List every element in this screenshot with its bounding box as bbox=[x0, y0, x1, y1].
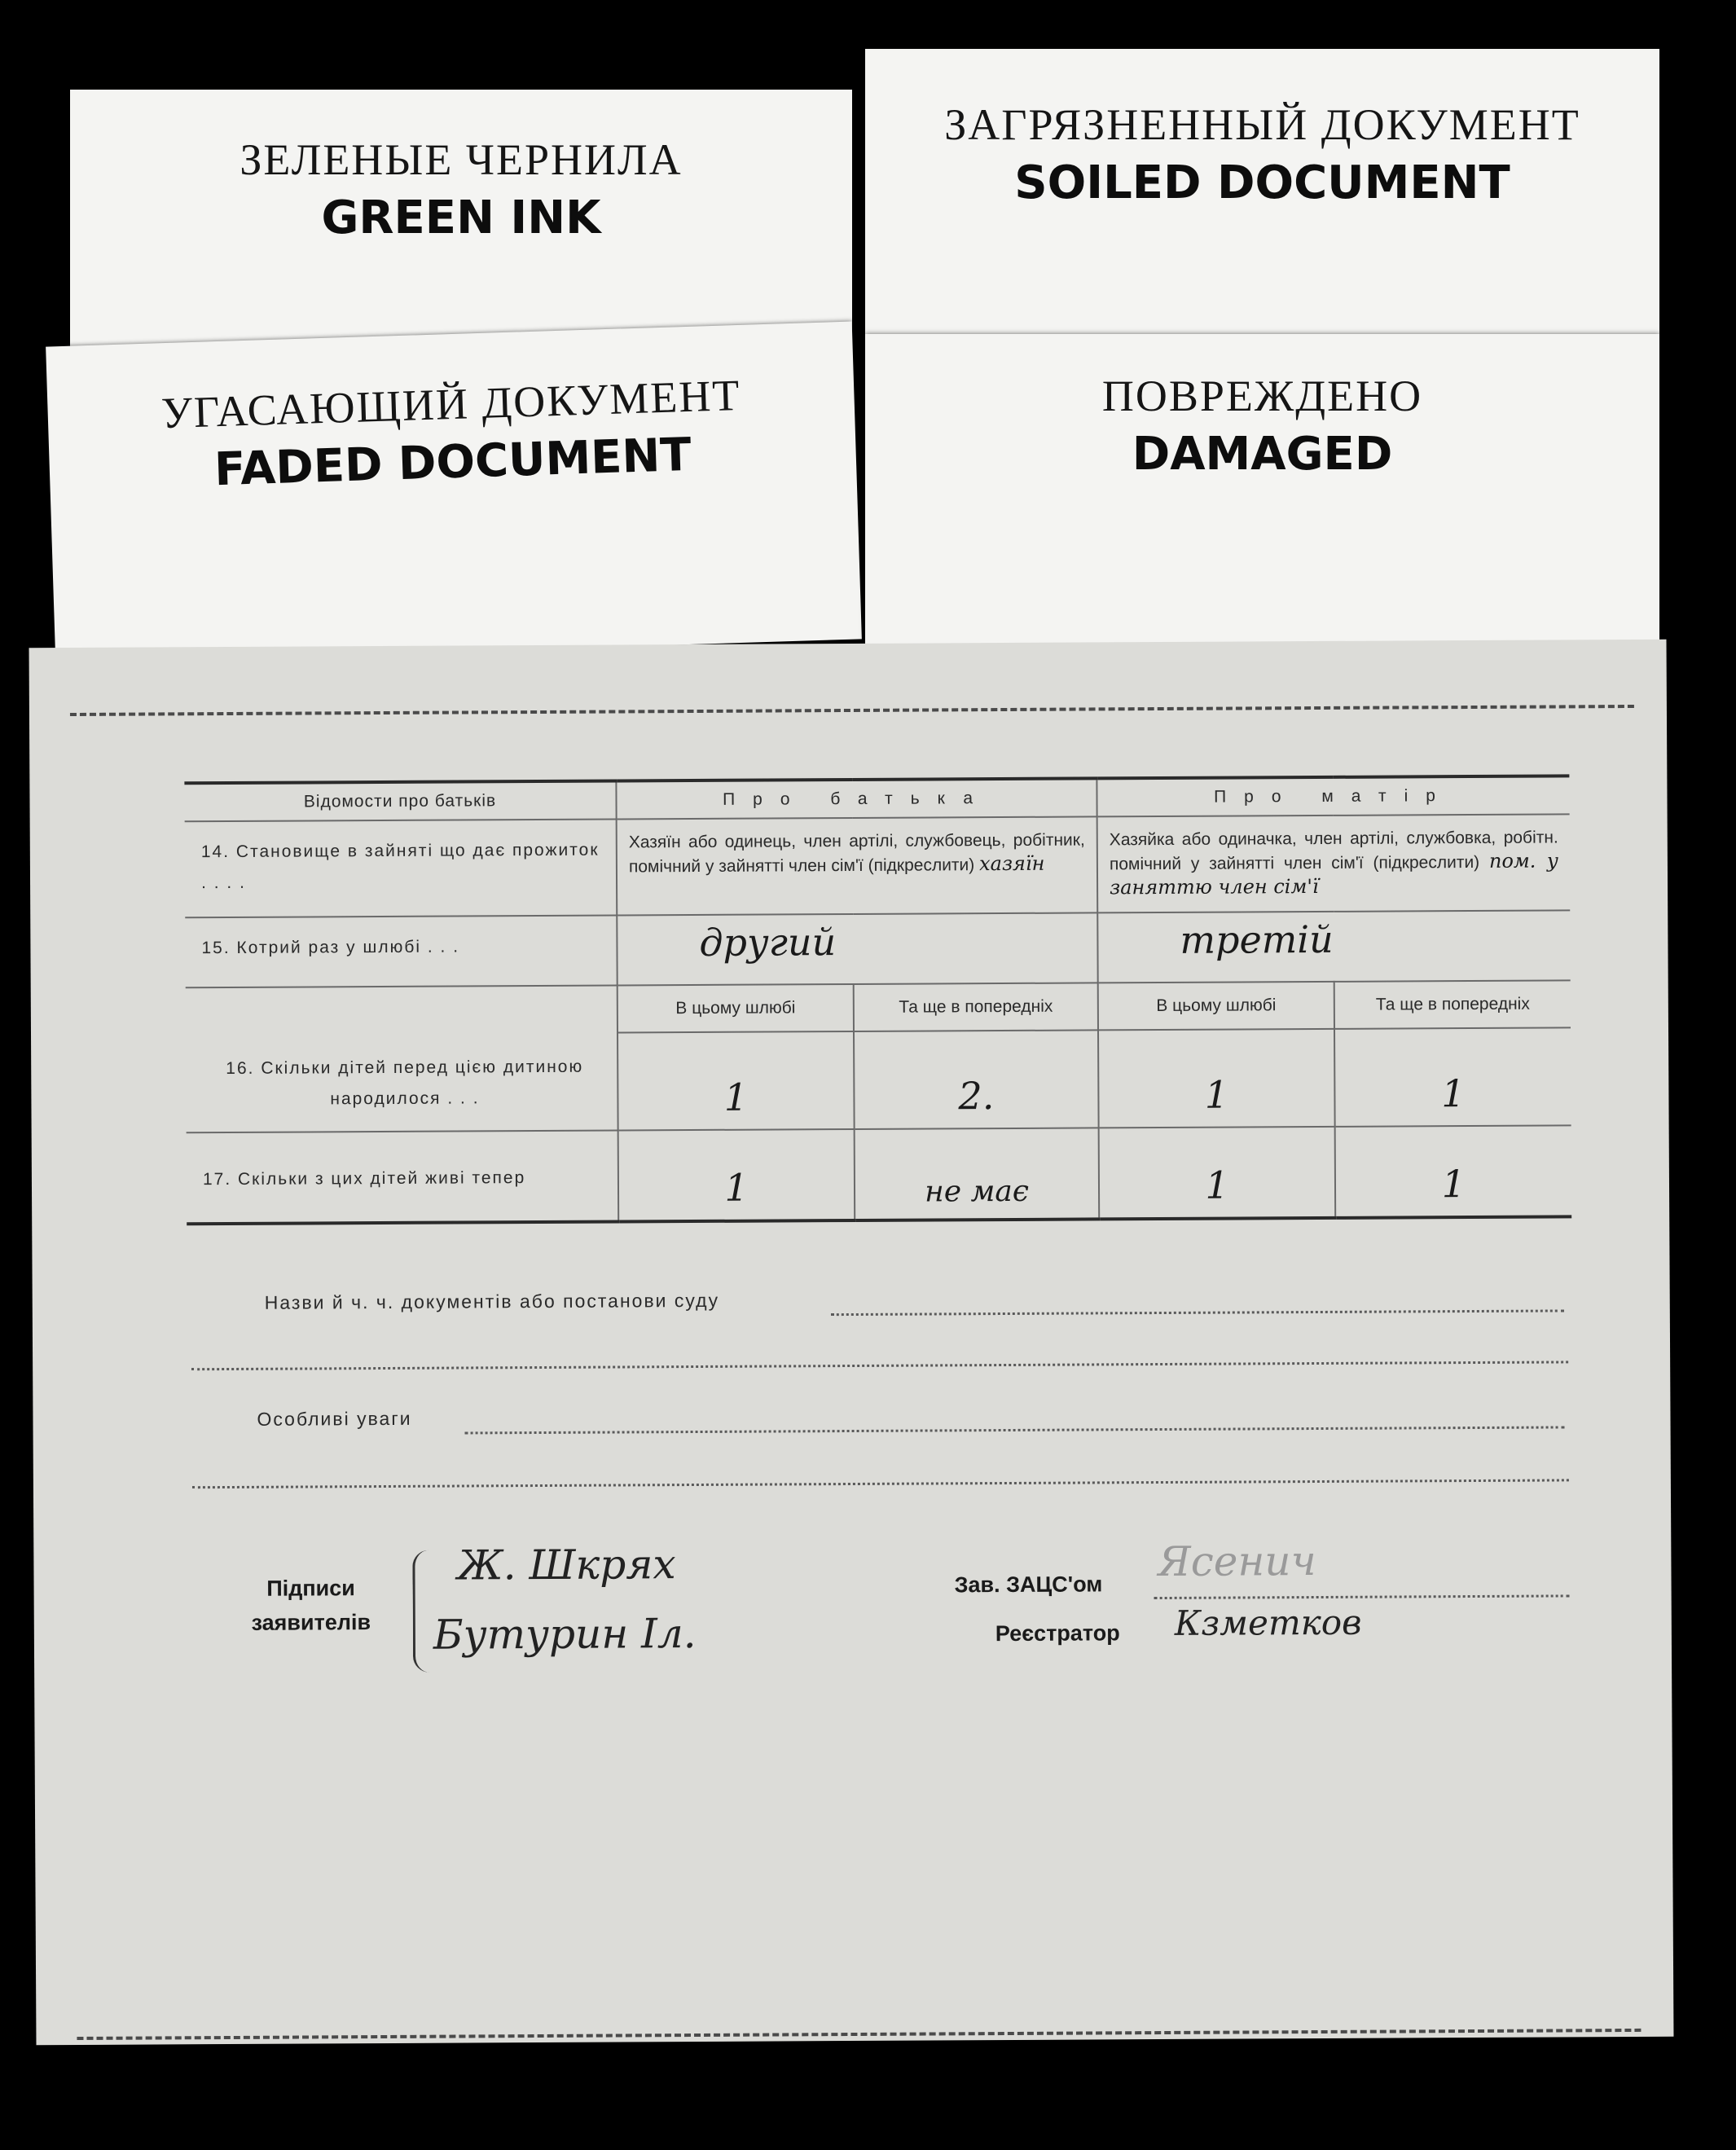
header-mother: Про матір bbox=[1097, 776, 1569, 816]
subheader-mother-previous: Та ще в попередніх bbox=[1334, 980, 1571, 1029]
faded-document-card bbox=[46, 322, 862, 665]
row-subheaders bbox=[186, 980, 1571, 1035]
q15-label: 15. Котрий раз у шлюбі . . . bbox=[185, 915, 617, 987]
green-ink-ru-label: ЗЕЛЕНЫЕ ЧЕРНИЛА bbox=[240, 135, 683, 184]
q16-father-this bbox=[617, 1031, 855, 1131]
q16-father-this-value: 1 bbox=[723, 1075, 749, 1119]
faded-ru-label: УГАСАЮЩИЙ ДОКУМЕНТ bbox=[160, 370, 742, 438]
q15-father-cell bbox=[617, 912, 1097, 985]
header-parents-info: Відомости про батьків bbox=[184, 781, 616, 822]
applicants-signatures-label: Підписи заявителів bbox=[251, 1576, 371, 1635]
documents-dotted-line-2 bbox=[191, 1361, 1568, 1370]
notes-dotted-line-2 bbox=[192, 1479, 1569, 1488]
subheader-father-previous: Та ще в попередніх bbox=[854, 983, 1098, 1031]
q17-mother-previous-value: 1 bbox=[1441, 1162, 1466, 1207]
damaged-card bbox=[865, 334, 1659, 644]
q17-mother-this-value: 1 bbox=[1205, 1163, 1229, 1207]
q14-mother-handwriting: пом. у заняттю член сім'ї bbox=[1110, 849, 1559, 899]
green-ink-en-label: GREEN INK bbox=[321, 191, 601, 244]
notes-label: Особливі уваги bbox=[257, 1407, 412, 1430]
q14-label: 14. Становище в зайняті що дає прожиток . . . . bbox=[185, 820, 617, 918]
q14-mother-options: Хазяйка або одиначка, член артілі, службовка, робітн. помічний у зайнятті член сім'ї (підкреслити) bbox=[1109, 828, 1558, 874]
zags-head-label: Зав. ЗАЦС'ом bbox=[954, 1572, 1103, 1598]
registrar-signature: Кзметков bbox=[1174, 1602, 1362, 1643]
damaged-en-label: DAMAGED bbox=[1132, 428, 1393, 481]
q16-mother-previous-value: 1 bbox=[1441, 1071, 1466, 1116]
applicant-signature-2: Бутурин Іл. bbox=[433, 1610, 697, 1659]
row-q14 bbox=[185, 814, 1571, 917]
q16-label: 16. Скільки дітей перед цією дитиною народилося . . . bbox=[186, 985, 618, 1132]
q14-father-cell bbox=[617, 816, 1098, 915]
q16-mother-this-value: 1 bbox=[1204, 1072, 1229, 1117]
q14-father-handwriting: хазяїн bbox=[979, 851, 1045, 876]
subheader-mother-this: В цьому шлюбі bbox=[1098, 982, 1334, 1031]
q15-mother-cell bbox=[1097, 910, 1570, 983]
signatures-brace bbox=[412, 1550, 432, 1673]
documents-dotted-line-1 bbox=[831, 1309, 1564, 1316]
q17-father-previous bbox=[855, 1128, 1100, 1220]
q17-father-this bbox=[618, 1129, 855, 1222]
q15-mother-handwriting: третій bbox=[1180, 917, 1334, 962]
documents-label: Назви й ч. ч. документів або постанови суду bbox=[264, 1289, 720, 1313]
q16-father-previous bbox=[854, 1030, 1099, 1129]
q14-mother-cell bbox=[1097, 814, 1571, 912]
q16-father-previous-value: 2. bbox=[958, 1074, 995, 1119]
q16-mother-previous bbox=[1334, 1027, 1571, 1127]
faded-en-label: FADED DOCUMENT bbox=[213, 428, 692, 497]
parents-info-table bbox=[184, 774, 1571, 1225]
zags-dotted-line bbox=[1154, 1594, 1570, 1599]
applicant-signature-1: Ж. Шкрях bbox=[457, 1541, 676, 1589]
header-father: Про батька bbox=[616, 778, 1097, 819]
q17-label: 17. Скільки з цих дітей живі тепер bbox=[187, 1130, 619, 1224]
soiled-en-label: SOILED DOCUMENT bbox=[1014, 156, 1510, 209]
perforation-bottom bbox=[77, 2029, 1641, 2040]
q15-father-handwriting: другий bbox=[699, 920, 837, 965]
q16-mother-this bbox=[1098, 1029, 1335, 1128]
subheader-father-this: В цьому шлюбі bbox=[617, 984, 854, 1033]
damaged-ru-label: ПОВРЕЖДЕНО bbox=[1101, 372, 1423, 420]
registrar-label: Реєстратор bbox=[995, 1620, 1120, 1647]
perforation-top bbox=[70, 705, 1634, 716]
q17-father-this-value: 1 bbox=[724, 1165, 749, 1210]
q17-mother-previous bbox=[1335, 1125, 1572, 1218]
form-sheet bbox=[29, 640, 1674, 2046]
soiled-ru-label: ЗАГРЯЗНЕННЫЙ ДОКУМЕНТ bbox=[944, 100, 1580, 149]
zags-head-signature: Ясенич bbox=[1158, 1537, 1316, 1586]
row-q15 bbox=[185, 910, 1570, 987]
q17-father-previous-value: не має bbox=[924, 1174, 1030, 1209]
row-q17 bbox=[187, 1125, 1572, 1224]
q17-mother-this bbox=[1099, 1127, 1336, 1220]
q14-father-options: Хазяїн або одинець, член артілі, службовець, робітник, помічний у зайнятті член сім'ї (підкреслити) bbox=[628, 830, 1085, 877]
